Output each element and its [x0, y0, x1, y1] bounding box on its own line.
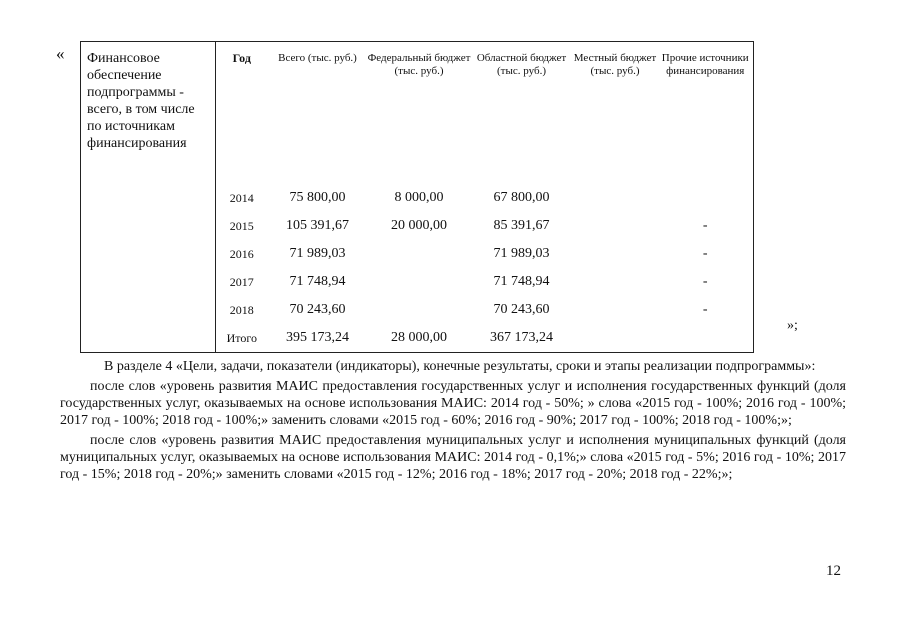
cell-local	[573, 296, 658, 324]
cell-regional: 367 173,24	[471, 324, 573, 353]
cell-total: 395 173,24	[268, 324, 368, 353]
financing-table	[80, 41, 754, 353]
header-total: Всего (тыс. руб.)	[268, 42, 368, 185]
header-regional: Областной бюджет (тыс. руб.)	[471, 42, 573, 185]
opening-quote: «	[56, 44, 65, 63]
cell-other: -	[658, 212, 754, 240]
row-year: 2018	[229, 302, 254, 317]
cell-regional: 71 989,03	[493, 246, 550, 261]
closing-quote: »;	[787, 318, 798, 333]
header-other: Прочие источники финансирования	[658, 42, 754, 185]
row-year: 2016	[229, 246, 254, 261]
header-year: Год	[216, 42, 268, 185]
row-year: 2017	[229, 274, 254, 289]
row-year: 2015	[229, 218, 254, 233]
cell-regional: 71 748,94	[493, 274, 550, 289]
cell-local	[573, 240, 658, 268]
row-year: 2014	[229, 190, 254, 205]
cell-federal: 20 000,00	[391, 218, 447, 233]
cell-total: 70 243,60	[289, 302, 346, 317]
cell-local	[573, 212, 658, 240]
cell-other: -	[658, 296, 754, 324]
cell-total: 75 800,00	[289, 190, 346, 205]
header-local: Местный бюджет (тыс. руб.)	[573, 42, 658, 185]
cell-local	[573, 268, 658, 296]
cell-federal: 8 000,00	[394, 190, 444, 205]
row-year: Итого	[216, 324, 268, 353]
cell-regional: 67 800,00	[493, 190, 550, 205]
cell-federal	[368, 240, 471, 268]
cell-total: 71 989,03	[289, 246, 346, 261]
header-federal: Федеральный бюджет (тыс. руб.)	[368, 42, 471, 185]
page-number: 12	[826, 563, 841, 579]
cell-total: 71 748,94	[289, 274, 346, 289]
cell-other: -	[658, 240, 754, 268]
cell-local	[573, 324, 658, 353]
cell-federal	[368, 268, 471, 296]
document-body	[60, 358, 846, 486]
cell-other: -	[658, 268, 754, 296]
cell-local	[573, 184, 658, 212]
table-header-row	[81, 42, 754, 185]
cell-regional: 85 391,67	[493, 218, 550, 233]
financing-label: Финансовое обеспечение подпрограммы - всего, в том числе по источникам финансирования	[81, 42, 216, 353]
cell-other	[658, 184, 754, 212]
cell-total: 105 391,67	[286, 218, 349, 233]
cell-regional: 70 243,60	[493, 302, 550, 317]
cell-federal	[368, 296, 471, 324]
cell-federal: 28 000,00	[368, 324, 471, 353]
cell-other	[658, 324, 754, 353]
paragraph-section-4: В разделе 4 «Цели, задачи, показатели (индикаторы), конечные результаты, сроки и этапы реализации подпрограммы»:	[104, 359, 816, 374]
paragraph-state-services: после слов «уровень развития МАИС предоставления государственных услуг и исполнения государственных функций (доля государственных услуг, оказываемых на основе использования МАИС: 2014 год - 50%; » слова «2015 год - 100%; 2016 год - 100%; 2017 год - 100%; 2018 год - 100%;» заменить словами «2015 год - 60%; 2016 год - 90%; 2017 год - 100%; 2018 год - 100%;»;	[60, 379, 846, 428]
paragraph-municipal-services: после слов «уровень развития МАИС предоставления муниципальных услуг и исполнения муниципальных функций (доля муниципальных услуг, оказываемых на основе использования МАИС: 2014 год - 0,1%;» слова «2015 год - 5%; 2016 год - 10%; 2017 год - 15%; 2018 год - 20%;» заменить словами «2015 год - 12%; 2016 год - 18%; 2017 год - 20%; 2018 год - 22%;»;	[60, 433, 846, 482]
